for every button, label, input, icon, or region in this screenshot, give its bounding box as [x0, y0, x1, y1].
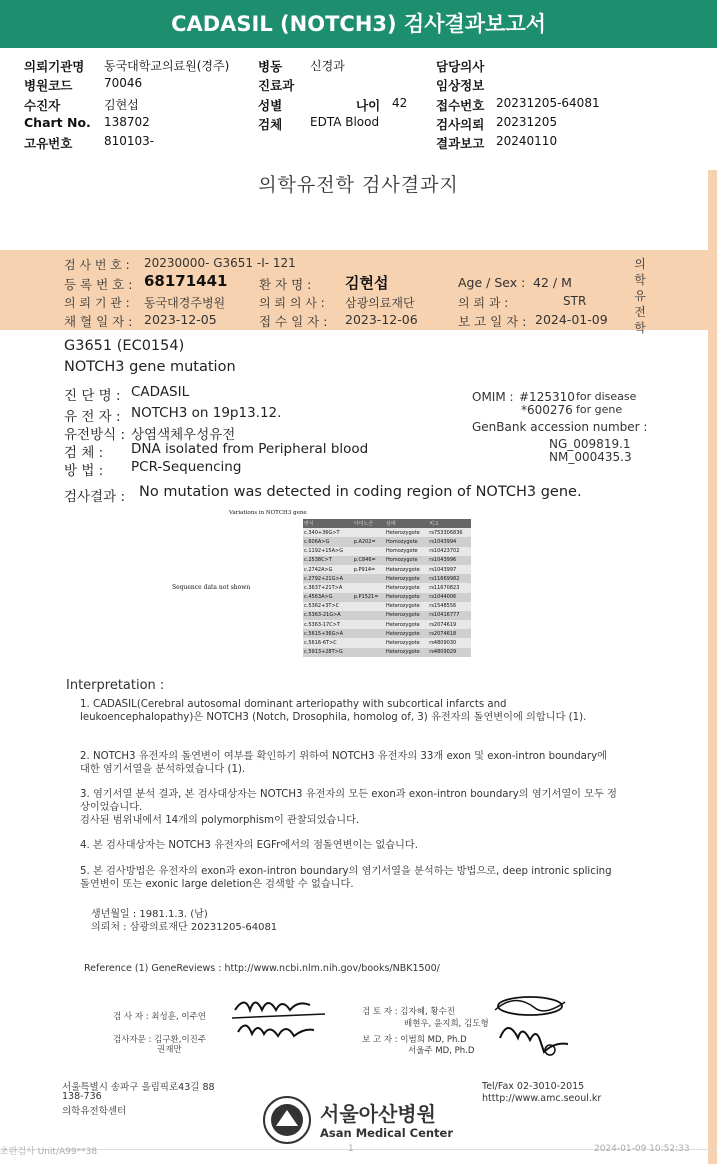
- table-header-cell: 아미노산: [353, 519, 385, 528]
- aa-cell: [353, 648, 385, 657]
- req-inst: 동국대경주병원: [144, 296, 226, 310]
- sequence-note: Sequence data not shown: [172, 584, 251, 591]
- vertical-side-title: 의학유전학: [634, 257, 646, 335]
- result-label: 검사결과 :: [64, 489, 126, 505]
- aa-cell: [353, 629, 385, 638]
- rs-cell: rs10416777: [428, 611, 471, 620]
- advisor-2: 권재만: [157, 1045, 182, 1055]
- patient-label: 환 자 명 :: [259, 277, 312, 292]
- state-cell: Homozygote: [385, 537, 428, 546]
- rs-cell: rs1043997: [428, 565, 471, 574]
- interp-item-5: 5. 본 검사방법은 유전자의 exon과 exon-intron boundary의 염기서열을 분석하는 방법으로, deep intronic splicing 돌연변이 또는 exonic large deletion은 검색할 수 없습니다.: [80, 866, 612, 890]
- state-cell: Heterozygote: [385, 602, 428, 611]
- value-chart-no: 138702: [104, 115, 150, 129]
- omim-gene: *600276: [521, 403, 573, 417]
- variant-cell: c.5362+3T>C: [303, 602, 353, 611]
- interpretation-title: Interpretation :: [66, 678, 165, 693]
- req-inst-label: 의 뢰 기 관 :: [64, 296, 130, 310]
- test-name: NOTCH3 gene mutation: [64, 359, 236, 375]
- variant-cell: c.2538C>T: [303, 556, 353, 565]
- table-row: [303, 638, 471, 647]
- detail-label: 진 단 명 :: [64, 388, 121, 404]
- state-cell: Heterozygote: [385, 620, 428, 629]
- rs-cell: rs2074618: [428, 629, 471, 638]
- req-dept-label: 의 뢰 과 :: [458, 296, 509, 310]
- label-report-date: 결과보고: [436, 136, 485, 151]
- rs-cell: rs1043994: [428, 537, 471, 546]
- recv-date-label: 접 수 일 자 :: [259, 314, 328, 329]
- footer-unit: 초판검사 Unit/A99**38: [0, 1147, 98, 1157]
- state-cell: Heterozygote: [385, 593, 428, 602]
- table-row: [303, 620, 471, 629]
- label-sex: 성별: [258, 98, 283, 113]
- label-hospital-code: 병원코드: [24, 78, 73, 93]
- value-patient: 김현섭: [104, 98, 139, 112]
- genbank-ng: NG_009819.1: [549, 437, 631, 451]
- label-patient: 수진자: [24, 98, 61, 113]
- variant-cell: c.3637+21T>A: [303, 583, 353, 592]
- examiner: 검 사 자 : 최성훈, 이주연: [113, 1012, 206, 1022]
- detail-label: 유 전 자 :: [64, 409, 121, 425]
- table-header-row: [303, 519, 471, 528]
- detail-value: NOTCH3 on 19p13.12.: [131, 405, 282, 421]
- test-code: G3651 (EC0154): [64, 338, 185, 354]
- omim-disease-note: for disease: [576, 390, 637, 403]
- state-cell: Heterozygote: [385, 648, 428, 657]
- sheet-title: 의학유전학 검사결과지: [258, 174, 459, 196]
- variant-cell: c.5363-21G>A: [303, 611, 353, 620]
- reviewer-signature: [485, 990, 575, 1060]
- rs-cell: rs4809030: [428, 638, 471, 647]
- patient-name: 김현섭: [345, 274, 389, 292]
- report-banner: [0, 0, 717, 48]
- rs-cell: rs1043996: [428, 556, 471, 565]
- footer-page: 1: [348, 1144, 354, 1154]
- aa-cell: p.P1521=: [353, 593, 385, 602]
- report-date: 2024-01-09: [535, 312, 608, 327]
- label-age: 나이: [356, 98, 381, 113]
- variant-cell: c.2742A>G: [303, 565, 353, 574]
- rs-cell: rs1044006: [428, 593, 471, 602]
- value-accession: 20231205-64081: [496, 96, 600, 110]
- reg-no-label: 등 록 번 호 :: [64, 277, 133, 292]
- detail-value: CADASIL: [131, 384, 190, 400]
- label-institution: 의뢰기관명: [24, 59, 85, 74]
- table-row: [303, 583, 471, 592]
- value-specimen: EDTA Blood: [310, 115, 380, 129]
- value-institution: 동국대학교의료원(경주): [104, 59, 230, 73]
- value-hospital-code: 70046: [104, 76, 143, 90]
- aa-cell: [353, 620, 385, 629]
- table-row: [303, 574, 471, 583]
- detail-value: DNA isolated from Peripheral blood: [131, 441, 369, 457]
- variant-cell: c.5913+28T>G: [303, 648, 353, 657]
- table-row: [303, 593, 471, 602]
- rs-cell: rs11670823: [428, 583, 471, 592]
- age-sex-label: Age / Sex :: [458, 275, 526, 290]
- variant-cell: c.5616-6T>C: [303, 638, 353, 647]
- state-cell: Heterozygote: [385, 638, 428, 647]
- omim-gene-note: for gene: [576, 403, 623, 416]
- report-date-label: 보 고 일 자 :: [458, 314, 527, 329]
- value-ward: 신경과: [310, 59, 345, 73]
- state-cell: Heterozygote: [385, 528, 428, 537]
- label-ward: 병동: [258, 59, 283, 74]
- variant-cell: c.5363-17C>T: [303, 620, 353, 629]
- rs-cell: rs10423702: [428, 547, 471, 556]
- logo-korean: 서울아산병원: [320, 1102, 436, 1126]
- footer-tel: Tel/Fax 02-3010-2015: [482, 1081, 585, 1092]
- value-unique-no: 810103-: [104, 134, 155, 148]
- age-sex: 42 / M: [533, 275, 572, 290]
- value-age: 42: [392, 96, 408, 110]
- rs-cell: rs11669982: [428, 574, 471, 583]
- req-doc-label: 의 뢰 의 사 :: [259, 296, 325, 310]
- reviewer-2: 배현우, 윤지희, 김도형: [404, 1019, 489, 1029]
- request-from: 의뢰처 : 삼광의료재단 20231205-64081: [91, 922, 278, 933]
- aa-cell: [353, 602, 385, 611]
- omim-label: OMIM :: [472, 390, 514, 404]
- detail-label: 방 법 :: [64, 463, 104, 479]
- variant-cell: c.1192+15A>G: [303, 547, 353, 556]
- value-request-date: 20231205: [496, 115, 558, 129]
- birth-date: 생년월일 : 1981.1.3. (남): [91, 909, 208, 920]
- exam-no: 20230000- G3651 -I- 121: [144, 256, 296, 270]
- detail-value: 상염색체우성유전: [131, 427, 236, 443]
- table-row: [303, 629, 471, 638]
- report-title: CADASIL (NOTCH3) 검사결과보고서: [171, 12, 546, 36]
- hospital-logo-icon: [262, 1095, 312, 1145]
- table-row: [303, 547, 471, 556]
- interp-item-3: 3. 염기서열 분석 결과, 본 검사대상자는 NOTCH3 유전자의 모든 exon과 exon-intron boundary의 염기서열이 모두 정상이었습니다.: [80, 789, 618, 813]
- state-cell: Homozygote: [385, 556, 428, 565]
- variant-cell: c.340+36G>T: [303, 528, 353, 537]
- draw-date: 2023-12-05: [144, 312, 217, 327]
- omim-disease: #125310: [519, 390, 575, 404]
- result-text: No mutation was detected in coding region of NOTCH3 gene.: [139, 484, 582, 500]
- variations-title: Variations in NOTCH3 gene: [229, 510, 307, 516]
- table-row: [303, 602, 471, 611]
- label-chart-no: Chart No.: [24, 115, 91, 130]
- table-header-cell: 상태: [385, 519, 428, 528]
- label-unique-no: 고유번호: [24, 136, 73, 151]
- label-clinical-info: 임상정보: [436, 78, 485, 93]
- aa-cell: [353, 528, 385, 537]
- footer-zip: 138-736: [62, 1091, 102, 1102]
- footer-web: htttp://www.amc.seoul.kr: [482, 1093, 602, 1104]
- recv-date: 2023-12-06: [345, 312, 418, 327]
- label-specimen: 검체: [258, 117, 283, 132]
- footer-address: 서울특별시 송파구 올림픽로43길 88: [62, 1082, 215, 1093]
- aa-cell: [353, 611, 385, 620]
- variant-cell: c.4563A>G: [303, 593, 353, 602]
- reporter: 보 고 자 : 이범희 MD, Ph.D: [362, 1035, 467, 1045]
- rs-cell: rs4809029: [428, 648, 471, 657]
- examiner-signature: [230, 990, 330, 1050]
- state-cell: Heterozygote: [385, 611, 428, 620]
- state-cell: Heterozygote: [385, 583, 428, 592]
- table-row: [303, 648, 471, 657]
- variant-cell: c.606A>G: [303, 537, 353, 546]
- table-header-cell: 비고: [428, 519, 471, 528]
- detail-value: PCR-Sequencing: [131, 459, 242, 475]
- state-cell: Heterozygote: [385, 565, 428, 574]
- variant-cell: c.2792+21G>A: [303, 574, 353, 583]
- label-doctor: 담당의사: [436, 59, 485, 74]
- aa-cell: [353, 574, 385, 583]
- advisor: 검사자문 : 김구환,이진주: [113, 1035, 207, 1045]
- genbank-nm: NM_000435.3: [549, 450, 632, 464]
- table-row: [303, 565, 471, 574]
- variant-cell: c.5615+36G>A: [303, 629, 353, 638]
- interp-item-4: 4. 본 검사대상자는 NOTCH3 유전자의 EGFr에서의 점돌연변이는 없습니다.: [80, 840, 418, 851]
- interp-item-1: 1. CADASIL(Cerebral autosomal dominant arteriopathy with subcortical infarcts and leukoencephalopathy)은 NOTCH3 (Notch, Drosophila, homolog of, 3) 유전자의 돌연변이에 의합니다 (1).: [80, 699, 587, 723]
- table-row: [303, 556, 471, 565]
- table-header-cell: 변이: [303, 519, 353, 528]
- state-cell: Heterozygote: [385, 574, 428, 583]
- rs-cell: rs2074619: [428, 620, 471, 629]
- aa-cell: [353, 583, 385, 592]
- variations-table: [303, 519, 471, 657]
- label-accession: 접수번호: [436, 98, 485, 113]
- aa-cell: p.C846=: [353, 556, 385, 565]
- table-row: [303, 537, 471, 546]
- aa-cell: p.A202=: [353, 537, 385, 546]
- aa-cell: [353, 638, 385, 647]
- aa-cell: [353, 547, 385, 556]
- reporter-2: 서울주 MD, Ph.D: [408, 1046, 475, 1056]
- detail-label: 유전방식 :: [64, 427, 126, 443]
- reg-no: 68171441: [144, 272, 228, 290]
- req-doc: 삼광의료재단: [345, 296, 415, 310]
- reviewer: 검 토 자 : 김자혜, 황수진: [362, 1007, 455, 1017]
- draw-date-label: 채 혈 일 자 :: [64, 314, 133, 329]
- logo-english: Asan Medical Center: [320, 1126, 454, 1140]
- rs-cell: rs1548556: [428, 602, 471, 611]
- footer-center: 의학유전학센터: [62, 1106, 127, 1117]
- exam-no-label: 검 사 번 호 :: [64, 258, 130, 272]
- interp-item-3b: 검사된 범위내에서 14개의 polymorphism이 관찰되었습니다.: [80, 815, 360, 826]
- table-row: [303, 528, 471, 537]
- rs-cell: rs753306836: [428, 528, 471, 537]
- label-request-date: 검사의뢰: [436, 117, 485, 132]
- footer-timestamp: 2024-01-09 10:52:33: [594, 1144, 690, 1154]
- genbank-label: GenBank accession number :: [472, 420, 648, 434]
- state-cell: Heterozygote: [385, 629, 428, 638]
- aa-cell: p.P914=: [353, 565, 385, 574]
- value-report-date: 20240110: [496, 134, 558, 148]
- reference-text: Reference (1) GeneReviews : http://www.ncbi.nlm.nih.gov/books/NBK1500/: [84, 963, 440, 974]
- interp-item-2: 2. NOTCH3 유전자의 돌연변이 여부를 확인하기 위하여 NOTCH3 유전자의 33개 exon 및 exon-intron boundary에 대한 염기서열을 분석하였습니다 (1).: [80, 751, 607, 775]
- req-dept: STR: [563, 294, 587, 308]
- label-dept: 진료과: [258, 78, 295, 93]
- table-row: [303, 611, 471, 620]
- detail-label: 검 체 :: [64, 445, 104, 461]
- state-cell: Homozygote: [385, 547, 428, 556]
